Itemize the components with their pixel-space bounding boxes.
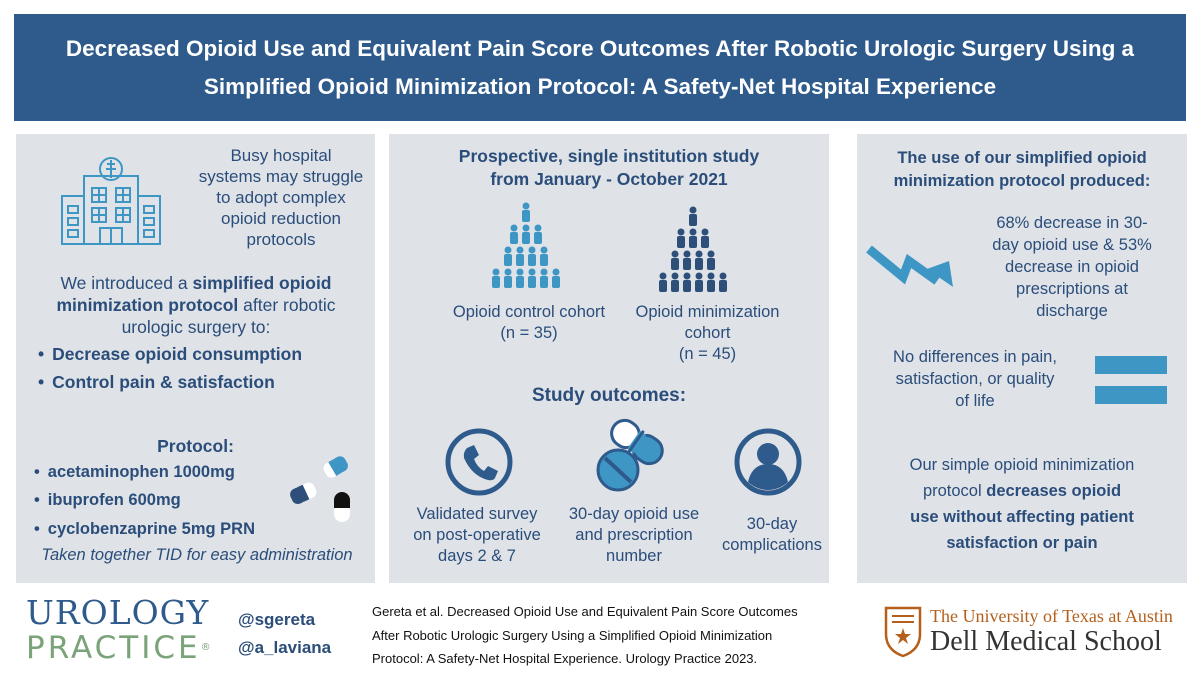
person-figure bbox=[528, 269, 536, 289]
person-figure bbox=[701, 229, 709, 249]
outcome-line: 30-day bbox=[746, 515, 798, 533]
cohort-line: Opioid control cohort bbox=[452, 303, 606, 321]
intro-pre: We introduced a bbox=[60, 273, 193, 293]
citation-line: Gereta et al. Decreased Opioid Use and Equivalent Pain Score Outcomes bbox=[372, 604, 798, 619]
control-cohort-label bbox=[429, 302, 629, 344]
user-circle-icon bbox=[734, 428, 802, 496]
outcome-line: on post-operative bbox=[413, 526, 541, 544]
intro-text bbox=[196, 145, 366, 250]
title-banner bbox=[14, 14, 1186, 121]
people-pyramid-icon bbox=[486, 202, 566, 292]
conclusion-bold: satisfaction or pain bbox=[946, 534, 1098, 552]
study-line: Prospective, single institution study bbox=[458, 146, 760, 166]
person-figure bbox=[659, 273, 667, 293]
person-figure bbox=[695, 273, 703, 293]
person-figure bbox=[522, 225, 530, 245]
result-line: day opioid use & 53% bbox=[992, 236, 1152, 254]
conclusion-bold: use without affecting patient bbox=[910, 508, 1134, 526]
person-figure bbox=[683, 251, 691, 271]
intro-line: opioid reduction bbox=[220, 209, 342, 228]
bullet: • bbox=[34, 463, 40, 481]
outcomes-title: Study outcomes: bbox=[531, 385, 687, 406]
longhorn-shield-icon bbox=[884, 606, 922, 658]
outcome-opioid-use bbox=[549, 504, 719, 567]
journal-logo-line-1: UROLOGY bbox=[26, 593, 210, 632]
pill-capsules-icon bbox=[286, 452, 366, 528]
no-difference-result bbox=[875, 346, 1075, 412]
heading-line: minimization protocol produced: bbox=[893, 172, 1151, 190]
person-figure bbox=[707, 251, 715, 271]
journal-logo-line-2 bbox=[26, 631, 214, 665]
result-line: prescriptions at bbox=[1016, 280, 1128, 298]
registered-mark: ® bbox=[200, 642, 214, 653]
outcome-line: complications bbox=[722, 536, 822, 554]
person-figure bbox=[671, 273, 679, 293]
drug-item bbox=[34, 520, 255, 539]
decrease-result bbox=[967, 212, 1177, 322]
intro-line: systems may struggle bbox=[198, 167, 364, 186]
person-figure bbox=[510, 225, 518, 245]
person-figure bbox=[695, 251, 703, 271]
person-figure bbox=[552, 269, 560, 289]
citation-line: After Robotic Urologic Surgery Using a Simplified Opioid Minimization bbox=[372, 627, 773, 643]
drug-label: ibuprofen 600mg bbox=[47, 491, 181, 509]
person-figure bbox=[516, 247, 524, 267]
result-line: of life bbox=[955, 392, 995, 410]
cohort-line: Opioid minimization bbox=[635, 303, 780, 321]
intro-line: Busy hospital bbox=[230, 146, 332, 165]
university-name: The University of Texas at Austin bbox=[930, 606, 1173, 626]
school-name: Dell Medical School bbox=[930, 626, 1162, 657]
citation-line: Protocol: A Safety-Net Hospital Experience. Urology Practice 2023. bbox=[372, 651, 758, 666]
study-line: from January - October 2021 bbox=[490, 169, 728, 189]
administration-note: Taken together TID for easy administration bbox=[41, 546, 353, 564]
goal-item bbox=[38, 344, 302, 365]
person-figure bbox=[707, 273, 715, 293]
result-line: No differences in pain, bbox=[893, 348, 1057, 366]
person-figure bbox=[528, 247, 536, 267]
people-pyramid-icon bbox=[653, 206, 733, 296]
bullet: • bbox=[38, 372, 45, 392]
result-line: 68% decrease in 30- bbox=[996, 214, 1148, 232]
person-figure bbox=[683, 273, 691, 293]
background-panel bbox=[16, 134, 375, 583]
cohort-line: cohort bbox=[684, 324, 731, 342]
results-panel bbox=[857, 134, 1187, 583]
study-design bbox=[389, 145, 829, 191]
title-line-1: Decreased Opioid Use and Equivalent Pain Score Outcomes After Robotic Urologic Surgery Using a bbox=[65, 35, 1135, 61]
intro-line: to adopt complex bbox=[216, 188, 346, 207]
author-handle[interactable]: @a_laviana bbox=[238, 638, 332, 657]
heading-line: The use of our simplified opioid bbox=[897, 149, 1147, 167]
protocol-intro bbox=[26, 272, 366, 338]
outcome-line: 30-day opioid use bbox=[568, 505, 700, 523]
intro-post: urologic surgery to: bbox=[121, 317, 271, 337]
bullet: • bbox=[38, 344, 45, 364]
person-figure bbox=[540, 269, 548, 289]
journal-logo-text: PRACTICE bbox=[26, 630, 201, 666]
intro-bold: simplified opioid bbox=[192, 273, 332, 293]
person-figure bbox=[504, 247, 512, 267]
person-figure bbox=[677, 229, 685, 249]
minimization-cohort-label bbox=[615, 302, 800, 365]
goal-label: Control pain & satisfaction bbox=[52, 372, 275, 392]
phone-icon bbox=[445, 428, 513, 496]
result-line: satisfaction, or quality bbox=[895, 370, 1055, 388]
person-figure bbox=[689, 229, 697, 249]
intro-line: protocols bbox=[246, 230, 316, 249]
hospital-icon bbox=[58, 156, 164, 246]
citation bbox=[372, 600, 842, 671]
down-trend-arrow-icon bbox=[867, 239, 957, 289]
intro-post: after robotic bbox=[238, 295, 336, 315]
drug-item bbox=[34, 463, 235, 482]
person-figure bbox=[719, 273, 727, 293]
title-line-2: Simplified Opioid Minimization Protocol: A Safety-Net Hospital Experience bbox=[203, 73, 997, 99]
author-handle[interactable]: @sgereta bbox=[238, 610, 316, 629]
intro-bold: minimization protocol bbox=[56, 295, 239, 315]
conclusion-bold: decreases opioid bbox=[986, 482, 1122, 500]
outcome-line: number bbox=[606, 547, 662, 565]
goal-label: Decrease opioid consumption bbox=[52, 344, 303, 364]
bullet: • bbox=[34, 520, 40, 538]
person-figure bbox=[522, 203, 530, 223]
outcome-complications bbox=[707, 514, 837, 556]
drug-label: cyclobenzaprine 5mg PRN bbox=[47, 520, 256, 538]
conclusion-text: protocol bbox=[922, 482, 987, 500]
outcome-line: days 2 & 7 bbox=[438, 547, 516, 565]
outcome-line: Validated survey bbox=[416, 505, 538, 523]
person-figure bbox=[671, 251, 679, 271]
person-figure bbox=[540, 247, 548, 267]
conclusion-line: Our simple opioid minimization bbox=[909, 456, 1135, 474]
study-panel bbox=[389, 134, 829, 583]
person-figure bbox=[492, 269, 500, 289]
person-figure bbox=[534, 225, 542, 245]
outcome-survey bbox=[397, 504, 557, 567]
pills-icon bbox=[594, 422, 674, 494]
protocol-title: Protocol: bbox=[157, 436, 234, 456]
drug-item bbox=[34, 491, 181, 510]
cohort-line: (n = 45) bbox=[678, 345, 737, 363]
person-figure bbox=[689, 207, 697, 227]
bullet: • bbox=[34, 491, 40, 509]
goal-item bbox=[38, 372, 275, 393]
person-figure bbox=[516, 269, 524, 289]
result-line: discharge bbox=[1036, 302, 1108, 320]
outcome-line: and prescription bbox=[575, 526, 693, 544]
result-line: decrease in opioid bbox=[1005, 258, 1139, 276]
results-heading bbox=[857, 147, 1187, 193]
conclusion bbox=[867, 452, 1177, 556]
equals-icon bbox=[1095, 356, 1167, 408]
drug-label: acetaminophen 1000mg bbox=[47, 463, 235, 481]
cohort-line: (n = 35) bbox=[500, 324, 558, 342]
person-figure bbox=[504, 269, 512, 289]
